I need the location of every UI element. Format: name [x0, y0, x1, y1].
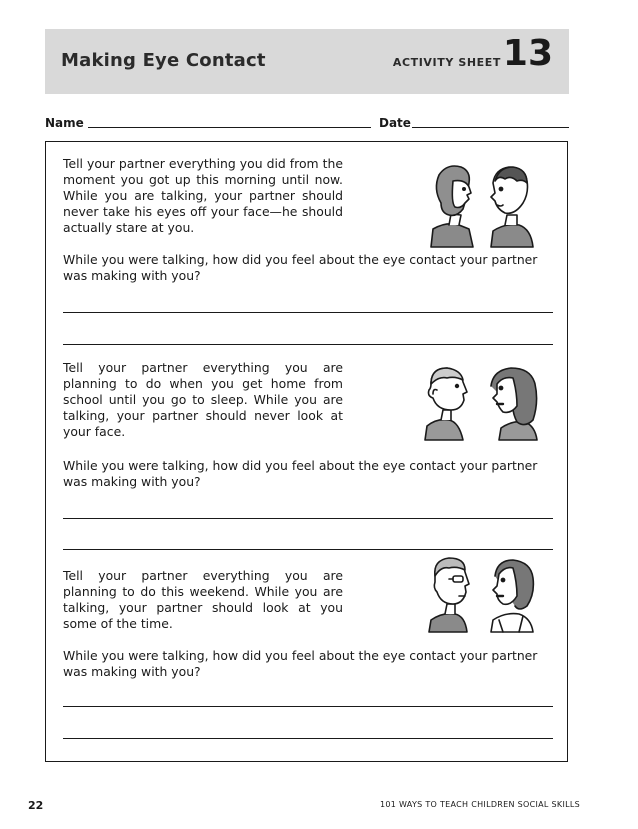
two-people-staring-icon	[419, 159, 545, 251]
page-number: 22	[28, 799, 44, 812]
section-1-prompt: Tell your partner everything you did from the moment you got up this morning until now. While you are talking, your partner should never take his eyes off your face—he should actually stare at you.	[63, 156, 343, 235]
section-3-prompt: Tell your partner everything you are planning to do this weekend. While you are talking, your partner should look at you some of the time.	[63, 568, 343, 631]
section-1-answer-line-2[interactable]	[63, 344, 553, 345]
activity-section-3	[63, 568, 553, 758]
page-title: Making Eye Contact	[61, 50, 266, 71]
section-3-answer-line-2[interactable]	[63, 738, 553, 739]
section-3-answer-line-1[interactable]	[63, 706, 553, 707]
date-label: Date	[379, 116, 411, 130]
section-2-question: While you were talking, how did you feel about the eye contact your partner was making with you?	[63, 458, 538, 489]
two-people-talking-icon	[419, 554, 545, 634]
name-label: Name	[45, 116, 84, 130]
section-2-prompt: Tell your partner everything you are planning to do when you get home from school until you go to sleep. While you are talking, your partner should never look at your face.	[63, 360, 343, 439]
section-2-answer-line-1[interactable]	[63, 518, 553, 519]
activity-number: 13	[502, 33, 553, 74]
section-2-answer-line-2[interactable]	[63, 549, 553, 550]
date-field[interactable]	[412, 127, 569, 128]
activity-sheet-label: ACTIVITY SHEET	[392, 56, 501, 69]
name-field[interactable]	[88, 127, 371, 128]
book-title: 101 WAYS TO TEACH CHILDREN SOCIAL SKILLS	[380, 800, 580, 809]
activity-section-1	[63, 156, 553, 356]
activity-section-2	[63, 360, 553, 556]
section-1-answer-line-1[interactable]	[63, 312, 553, 313]
section-3-question: While you were talking, how did you feel about the eye contact your partner was making with you?	[63, 648, 538, 679]
activity-box	[45, 141, 568, 762]
section-1-question: While you were talking, how did you feel about the eye contact your partner was making with you?	[63, 252, 538, 283]
activity-header	[45, 29, 569, 94]
two-people-looking-away-icon	[421, 362, 547, 442]
